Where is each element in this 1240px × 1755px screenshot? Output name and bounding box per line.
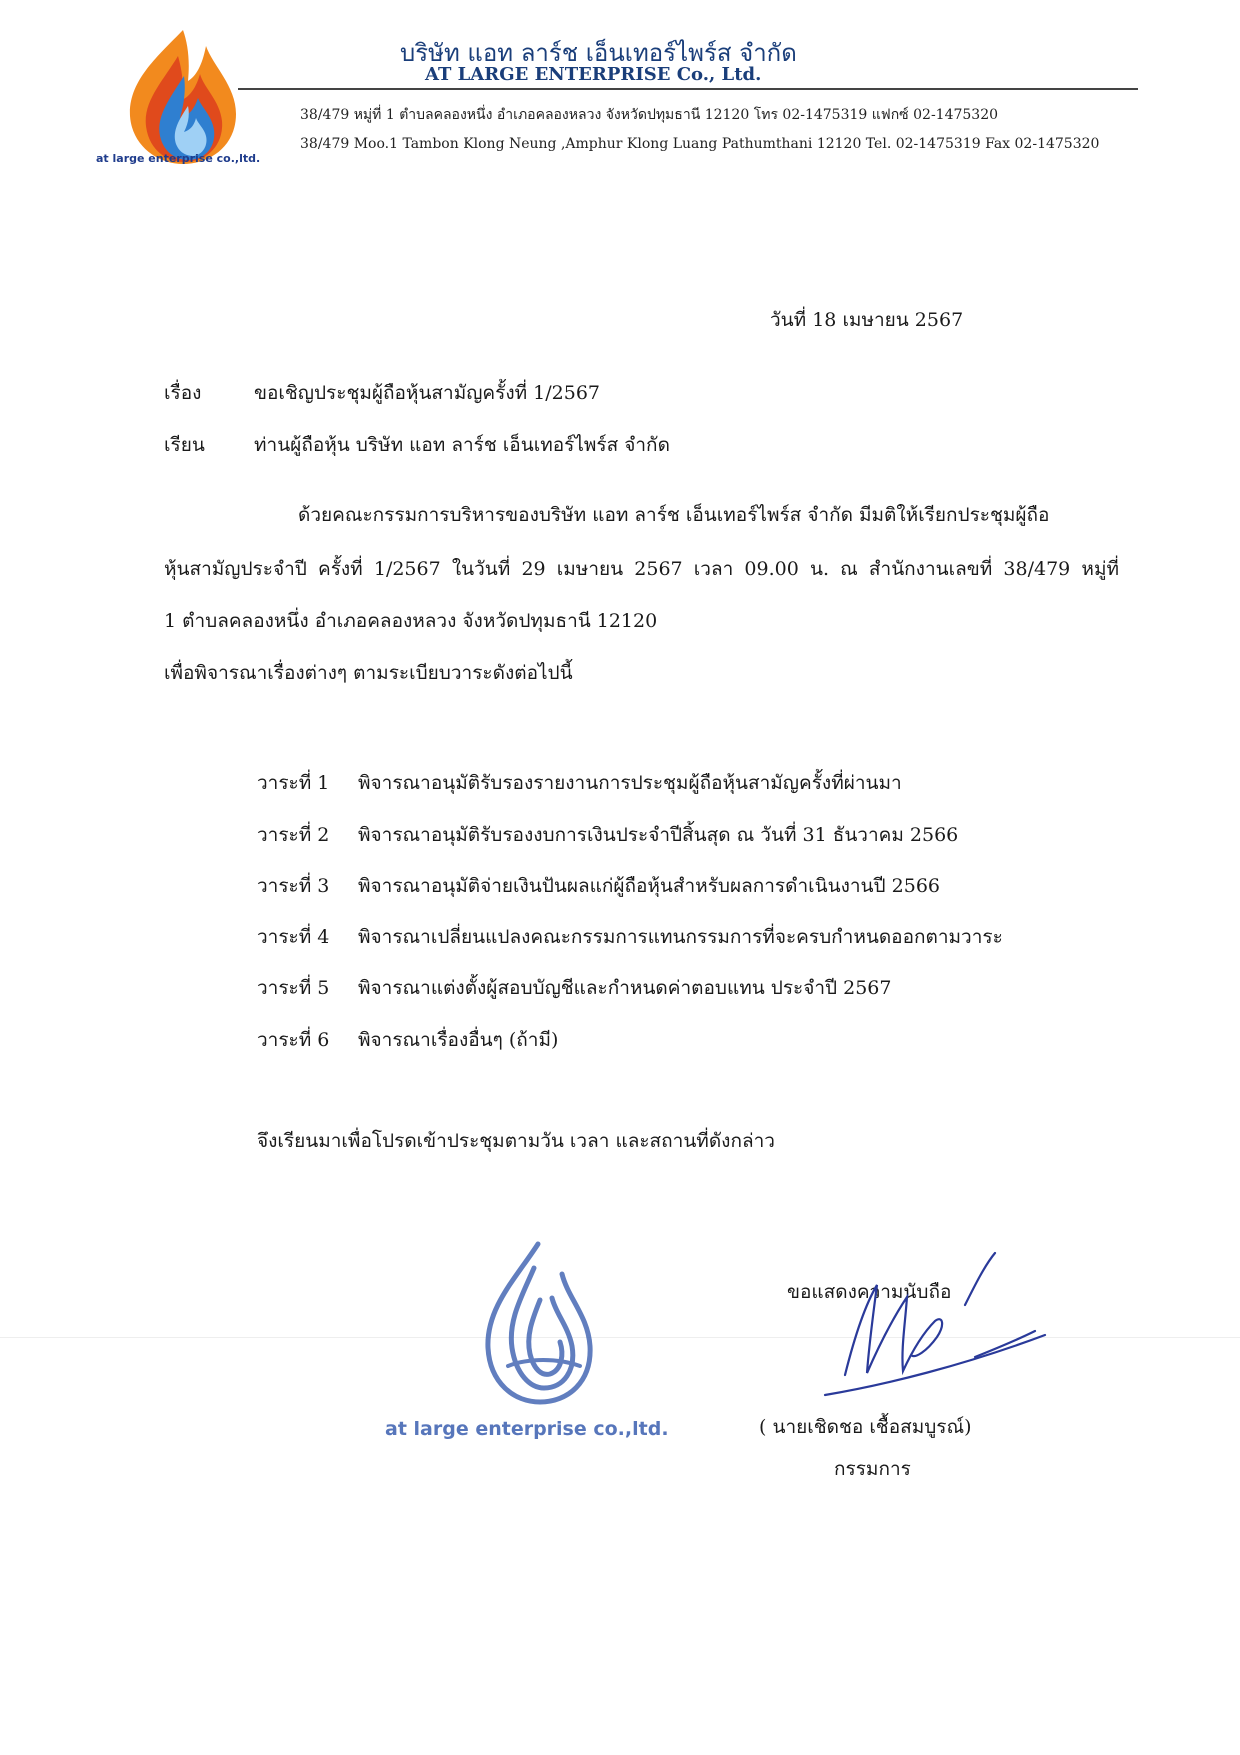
address-english: 38/479 Moo.1 Tambon Klong Neung ,Amphur Klong Luang Pathumthani 12120 Tel. 02-1475319 Fax 02-1475320 <box>300 136 1100 152</box>
handwritten-signature-icon <box>815 1245 1055 1405</box>
body-paragraph-line-4: เพื่อพิจารณาเรื่องต่างๆ ตามระเบียบวาระดังต่อไปนี้ <box>164 662 573 684</box>
agenda-number: วาระที่ 2 <box>257 824 330 846</box>
signer-name: ( นายเชิดชอ เชื้อสมบูรณ์) <box>759 1416 972 1438</box>
body-paragraph-line-3: 1 ตำบลคลองหนึ่ง อำเภอคลองหลวง จังหวัดปทุมธานี 12120 <box>164 610 658 632</box>
signer-title: กรรมการ <box>834 1458 911 1480</box>
agenda-number: วาระที่ 3 <box>257 875 330 897</box>
closing-sentence: จึงเรียนมาเพื่อโปรดเข้าประชุมตามวัน เวลา และสถานที่ดังกล่าว <box>257 1130 775 1152</box>
stamp-caption: at large enterprise co.,ltd. <box>385 1418 669 1440</box>
agenda-number: วาระที่ 4 <box>257 926 330 948</box>
agenda-number: วาระที่ 5 <box>257 977 330 999</box>
agenda-text: พิจารณาอนุมัติรับรองรายงานการประชุมผู้ถือหุ้นสามัญครั้งที่ผ่านมา <box>358 772 902 794</box>
company-logo-icon <box>118 26 248 166</box>
agenda-number: วาระที่ 1 <box>257 772 330 794</box>
header-divider <box>238 88 1138 90</box>
subject-text: ขอเชิญประชุมผู้ถือหุ้นสามัญครั้งที่ 1/2567 <box>254 382 601 404</box>
agenda-text: พิจารณาเปลี่ยนแปลงคณะกรรมการแทนกรรมการที่จะครบกำหนดออกตามวาระ <box>358 926 1003 948</box>
agenda-text: พิจารณาอนุมัติรับรองงบการเงินประจำปีสิ้นสุด ณ วันที่ 31 ธันวาคม 2566 <box>358 824 959 846</box>
agenda-number: วาระที่ 6 <box>257 1029 330 1051</box>
company-name-english: AT LARGE ENTERPRISE Co., Ltd. <box>425 64 762 85</box>
body-paragraph-line-2: หุ้นสามัญประจำปี ครั้งที่ 1/2567 ในวันที่ 29 เมษายน 2567 เวลา 09.00 น. ณ สำนักงานเลขที่ 38/479 หมู่ที่ <box>164 558 1119 580</box>
agenda-text: พิจารณาเรื่องอื่นๆ (ถ้ามี) <box>358 1029 559 1051</box>
agenda-text: พิจารณาแต่งตั้งผู้สอบบัญชีและกำหนดค่าตอบแทน ประจำปี 2567 <box>358 977 892 999</box>
logo-caption: at large enterprise co.,ltd. <box>96 152 261 165</box>
company-stamp-icon <box>468 1238 608 1408</box>
subject-label: เรื่อง <box>164 382 202 404</box>
recipient-label: เรียน <box>164 434 205 456</box>
letter-date: วันที่ 18 เมษายน 2567 <box>770 309 964 331</box>
address-thai: 38/479 หมู่ที่ 1 ตำบลคลองหนึ่ง อำเภอคลองหลวง จังหวัดปทุมธานี 12120 โทร 02-1475319 แฟกซ์ 02-1475320 <box>300 107 999 123</box>
agenda-text: พิจารณาอนุมัติจ่ายเงินปันผลแก่ผู้ถือหุ้นสำหรับผลการดำเนินงานปี 2566 <box>358 875 940 897</box>
company-name-thai: บริษัท แอท ลาร์ช เอ็นเทอร์ไพร์ส จำกัด <box>400 39 797 67</box>
body-paragraph-line-1: ด้วยคณะกรรมการบริหารของบริษัท แอท ลาร์ช เอ็นเทอร์ไพร์ส จำกัด มีมติให้เรียกประชุมผู้ถือ <box>298 504 1050 526</box>
recipient-text: ท่านผู้ถือหุ้น บริษัท แอท ลาร์ช เอ็นเทอร์ไพร์ส จำกัด <box>254 434 670 456</box>
respect-closing: ขอแสดงความนับถือ <box>787 1281 952 1303</box>
